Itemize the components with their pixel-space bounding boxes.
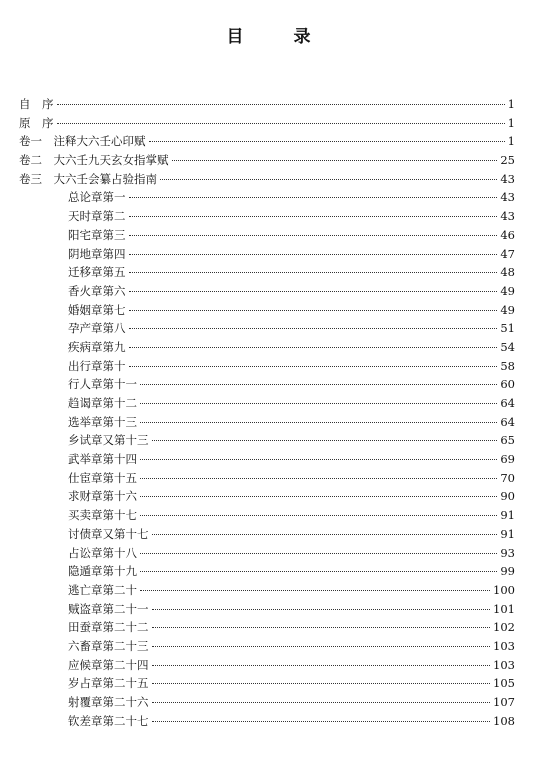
toc-entry-page-number: 43 bbox=[500, 190, 515, 205]
toc-entry-label: 占讼章第十八 bbox=[68, 545, 137, 560]
dot-leader bbox=[129, 310, 498, 311]
toc-entry-label: 贼盗章第二十一 bbox=[68, 601, 149, 616]
toc-entry-label: 买卖章第十七 bbox=[68, 508, 137, 523]
toc-entry[interactable] bbox=[19, 488, 515, 507]
toc-entry-label: 迁移章第五 bbox=[68, 265, 126, 280]
toc-entry-page-number: 108 bbox=[493, 713, 515, 728]
toc-entry-page-number: 105 bbox=[493, 676, 515, 691]
toc-entry-label: 六畜章第二十三 bbox=[68, 638, 149, 653]
dot-leader bbox=[140, 590, 490, 591]
dot-leader bbox=[140, 384, 497, 385]
toc-entry[interactable] bbox=[19, 545, 515, 564]
dot-leader bbox=[129, 254, 498, 255]
dot-leader bbox=[129, 347, 498, 348]
toc-entry-page-number: 107 bbox=[493, 695, 515, 709]
toc-entry-label: 隐遁章第十九 bbox=[68, 564, 137, 579]
toc-entry-label: 卷三 大六壬会纂占验指南 bbox=[19, 171, 157, 186]
page-title: 目 录 bbox=[226, 27, 333, 47]
toc-entry[interactable] bbox=[19, 283, 515, 302]
toc-entry-page-number: 64 bbox=[500, 396, 515, 410]
toc-entry[interactable] bbox=[19, 638, 515, 657]
toc-entry-label: 香火章第六 bbox=[68, 283, 126, 298]
dot-leader bbox=[57, 104, 505, 105]
toc-entry[interactable] bbox=[19, 115, 515, 134]
toc-entry-page-number: 91 bbox=[500, 526, 515, 541]
toc-entry-label: 自 序 bbox=[19, 97, 54, 111]
toc-entry-label: 岁占章第二十五 bbox=[68, 676, 149, 691]
dot-leader bbox=[140, 553, 497, 554]
toc-entry-label: 应候章第二十四 bbox=[68, 657, 149, 672]
toc-entry-label: 天时章第二 bbox=[68, 209, 126, 224]
toc-entry-page-number: 100 bbox=[493, 582, 515, 597]
toc-entry-page-number: 48 bbox=[500, 265, 515, 280]
toc-entry-page-number: 102 bbox=[493, 620, 515, 635]
toc-entry[interactable] bbox=[19, 507, 515, 526]
toc-entry[interactable] bbox=[19, 208, 515, 227]
dot-leader bbox=[152, 702, 491, 703]
toc-entry-page-number: 25 bbox=[500, 153, 515, 168]
toc-entry-label: 田蚕章第二十二 bbox=[68, 620, 149, 635]
toc-entry[interactable] bbox=[19, 657, 515, 676]
toc-entry[interactable] bbox=[19, 96, 515, 115]
toc-entry-page-number: 49 bbox=[500, 283, 515, 298]
dot-leader bbox=[152, 683, 491, 684]
toc-entry-label: 婚姻章第七 bbox=[68, 302, 126, 317]
toc-entry[interactable] bbox=[19, 526, 515, 545]
toc-entry-page-number: 58 bbox=[500, 358, 515, 373]
dot-leader bbox=[140, 478, 497, 479]
dot-leader bbox=[57, 123, 505, 124]
dot-leader bbox=[140, 496, 497, 497]
toc-entry[interactable] bbox=[19, 227, 515, 246]
toc-entry-page-number: 49 bbox=[500, 302, 515, 317]
toc-entry-page-number: 43 bbox=[500, 171, 515, 186]
dot-leader bbox=[129, 291, 498, 292]
toc-entry-label: 讨债章又第十七 bbox=[68, 526, 149, 541]
toc-entry-page-number: 93 bbox=[500, 545, 515, 560]
dot-leader bbox=[140, 422, 497, 423]
toc-entry[interactable] bbox=[19, 246, 515, 265]
toc-entry[interactable] bbox=[19, 694, 515, 713]
toc-entry[interactable] bbox=[19, 358, 515, 377]
dot-leader bbox=[140, 459, 497, 460]
toc-list bbox=[19, 96, 515, 731]
toc-entry-page-number: 1 bbox=[507, 97, 515, 111]
toc-entry-page-number: 64 bbox=[500, 414, 515, 429]
toc-entry-label: 阴地章第四 bbox=[68, 246, 126, 261]
toc-entry-label: 阳宅章第三 bbox=[68, 227, 126, 242]
toc-entry[interactable] bbox=[19, 470, 515, 489]
toc-entry-label: 武举章第十四 bbox=[68, 452, 137, 467]
toc-entry[interactable] bbox=[19, 713, 515, 732]
toc-entry-page-number: 101 bbox=[493, 601, 515, 616]
toc-entry-page-number: 65 bbox=[500, 433, 515, 448]
toc-entry[interactable] bbox=[19, 675, 515, 694]
toc-entry[interactable] bbox=[19, 189, 515, 208]
toc-entry-label: 求财章第十六 bbox=[68, 489, 137, 504]
dot-leader bbox=[129, 216, 498, 217]
toc-entry[interactable] bbox=[19, 414, 515, 433]
dot-leader bbox=[149, 141, 505, 142]
toc-entry-page-number: 51 bbox=[500, 321, 515, 336]
toc-entry-label: 行人章第十一 bbox=[68, 377, 137, 392]
toc-entry-page-number: 70 bbox=[500, 470, 515, 485]
toc-entry[interactable] bbox=[19, 320, 515, 339]
toc-entry[interactable] bbox=[19, 582, 515, 601]
toc-entry-page-number: 43 bbox=[500, 209, 515, 224]
toc-entry-label: 逃亡章第二十 bbox=[68, 582, 137, 597]
toc-entry-page-number: 99 bbox=[500, 564, 515, 579]
dot-leader bbox=[160, 179, 497, 180]
toc-entry-label: 疾病章第九 bbox=[68, 339, 126, 354]
toc-entry[interactable] bbox=[19, 395, 515, 414]
toc-entry-page-number: 1 bbox=[507, 115, 515, 130]
toc-entry-page-number: 60 bbox=[500, 377, 515, 392]
toc-entry-label: 总论章第一 bbox=[68, 190, 126, 205]
toc-entry-page-number: 90 bbox=[500, 489, 515, 504]
toc-entry-label: 仕宦章第十五 bbox=[68, 470, 137, 485]
toc-entry-label: 出行章第十 bbox=[68, 358, 126, 373]
dot-leader bbox=[140, 403, 497, 404]
toc-entry-label: 卷二 大六壬九天玄女指掌赋 bbox=[19, 153, 169, 168]
dot-leader bbox=[140, 571, 497, 572]
toc-entry-page-number: 91 bbox=[500, 508, 515, 523]
toc-entry-label: 趋谒章第十二 bbox=[68, 396, 137, 410]
toc-entry[interactable] bbox=[19, 339, 515, 358]
toc-entry[interactable] bbox=[19, 619, 515, 638]
toc-entry-page-number: 47 bbox=[500, 246, 515, 261]
toc-entry[interactable] bbox=[19, 133, 515, 152]
toc-entry-label: 选举章第十三 bbox=[68, 414, 137, 429]
toc-entry[interactable] bbox=[19, 302, 515, 321]
toc-entry-page-number: 69 bbox=[500, 452, 515, 467]
dot-leader bbox=[152, 665, 491, 666]
toc-entry[interactable] bbox=[19, 152, 515, 171]
toc-entry-label: 原 序 bbox=[19, 115, 54, 130]
dot-leader bbox=[152, 440, 498, 441]
dot-leader bbox=[152, 609, 491, 610]
toc-entry-label: 钦差章第二十七 bbox=[68, 713, 149, 728]
toc-entry[interactable] bbox=[19, 171, 515, 190]
toc-entry-page-number: 46 bbox=[500, 227, 515, 242]
dot-leader bbox=[140, 515, 497, 516]
toc-entry[interactable] bbox=[19, 432, 515, 451]
dot-leader bbox=[129, 235, 498, 236]
dot-leader bbox=[152, 721, 491, 722]
toc-entry-page-number: 54 bbox=[500, 339, 515, 354]
dot-leader bbox=[172, 160, 498, 161]
toc-entry-label: 孕产章第八 bbox=[68, 321, 126, 336]
dot-leader bbox=[152, 534, 498, 535]
dot-leader bbox=[129, 328, 498, 329]
toc-entry[interactable] bbox=[19, 451, 515, 470]
toc-entry[interactable] bbox=[19, 376, 515, 395]
toc-entry-page-number: 1 bbox=[507, 134, 515, 149]
dot-leader bbox=[152, 627, 491, 628]
toc-entry-label: 卷一 注释大六壬心印赋 bbox=[19, 134, 146, 149]
toc-entry[interactable] bbox=[19, 264, 515, 283]
dot-leader bbox=[129, 272, 498, 273]
dot-leader bbox=[129, 197, 498, 198]
dot-leader bbox=[129, 366, 498, 367]
toc-entry-page-number: 103 bbox=[493, 638, 515, 653]
toc-entry[interactable] bbox=[19, 563, 515, 582]
toc-entry-page-number: 103 bbox=[493, 657, 515, 672]
toc-entry-label: 乡试章又第十三 bbox=[68, 433, 149, 448]
toc-entry[interactable] bbox=[19, 601, 515, 620]
dot-leader bbox=[152, 646, 491, 647]
toc-entry-label: 射覆章第二十六 bbox=[68, 695, 149, 709]
